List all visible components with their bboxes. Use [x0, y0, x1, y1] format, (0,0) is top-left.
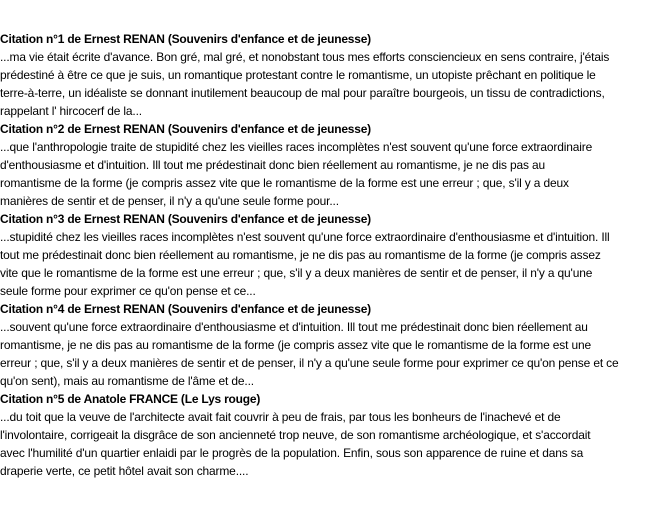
citation-text-line: erreur ; que, s'il y a deux manières de sentir et de penser, il n'y a qu'une seule forme pour exprimer ce qu'on pense et ce — [0, 356, 619, 370]
citation-text-line: ...ma vie était écrite d'avance. Bon gré, mal gré, et nonobstant tous mes efforts consciencieux en sens contraire, j'étais — [0, 50, 610, 64]
citation-4 — [0, 300, 652, 390]
citation-text-line: rappelant l' hircocerf de la... — [0, 104, 142, 118]
citation-text-line: ...souvent qu'une force extraordinaire d'enthousiasme et d'intuition. Ill tout me prédestinait donc bien réellement au — [0, 320, 588, 334]
citation-2 — [0, 120, 652, 210]
citation-title: Citation n°1 de Ernest RENAN (Souvenirs d'enfance et de jeunesse) — [0, 32, 371, 46]
citation-text-line: ...que l'anthropologie traite de stupidité chez les vieilles races incomplètes n'est souvent qu'une force extraordinaire — [0, 140, 593, 154]
citation-text-line: vite que le romantisme de la forme est une erreur ; que, s'il y a deux manières de sentir et de penser, il n'y a qu'une — [0, 266, 593, 280]
citation-5 — [0, 390, 652, 480]
citation-text-line: l'involontaire, corrigeait la disgrâce de son ancienneté trop neuve, de son romantisme archéologique, et s'accordait — [0, 428, 591, 442]
citation-text-line: d'enthousiasme et d'intuition. Ill tout me prédestinait donc bien réellement au romantisme, je ne dis pas au — [0, 158, 546, 172]
citation-text-line: ...du toit que la veuve de l'architecte avait fait couvrir à peu de frais, par tous les bonheurs de l'inachevé et de — [0, 410, 561, 424]
citation-text-line: draperie verte, ce petit hôtel avait son charme.... — [0, 464, 249, 478]
citation-text-line: ...stupidité chez les vieilles races incomplètes n'est souvent qu'une force extraordinaire d'enthousiasme et d'intuition. Ill — [0, 230, 610, 244]
citation-1 — [0, 30, 652, 120]
citation-text-line: seule forme pour exprimer ce qu'on pense et ce... — [0, 284, 256, 298]
citation-3 — [0, 210, 652, 300]
citation-text-line: prédestiné à être ce que je suis, un romantique protestant contre le romantisme, un utopiste prêchant en politique le — [0, 68, 596, 82]
citation-text-line: avec l'humilité d'un quartier enlaidi par le progrès de la population. Enfin, sous son apparence de ruine et dans sa — [0, 446, 584, 460]
citation-title: Citation n°3 de Ernest RENAN (Souvenirs d'enfance et de jeunesse) — [0, 212, 371, 226]
citation-text-line: terre-à-terre, un idéaliste se donnant inutilement beaucoup de mal pour paraître bourgeois, un tissu de contradictions, — [0, 86, 605, 100]
citation-text-line: qu'on sent), mais au romantisme de l'âme et de... — [0, 374, 254, 388]
citation-text-line: romantisme de la forme (je compris assez vite que le romantisme de la forme est une erreur ; que, s'il y a deux — [0, 176, 569, 190]
citation-title: Citation n°4 de Ernest RENAN (Souvenirs d'enfance et de jeunesse) — [0, 302, 371, 316]
citation-text-line: romantisme, je ne dis pas au romantisme de la forme (je compris assez vite que le romantisme de la forme est une — [0, 338, 591, 352]
citation-title: Citation n°2 de Ernest RENAN (Souvenirs d'enfance et de jeunesse) — [0, 122, 371, 136]
citation-title: Citation n°5 de Anatole FRANCE (Le Lys rouge) — [0, 392, 261, 406]
citation-text-line: manières de sentir et de penser, il n'y a qu'une seule forme pour... — [0, 194, 339, 208]
citation-text-line: tout me prédestinait donc bien réellement au romantisme, je ne dis pas au romantisme de la forme (je compris assez — [0, 248, 601, 262]
